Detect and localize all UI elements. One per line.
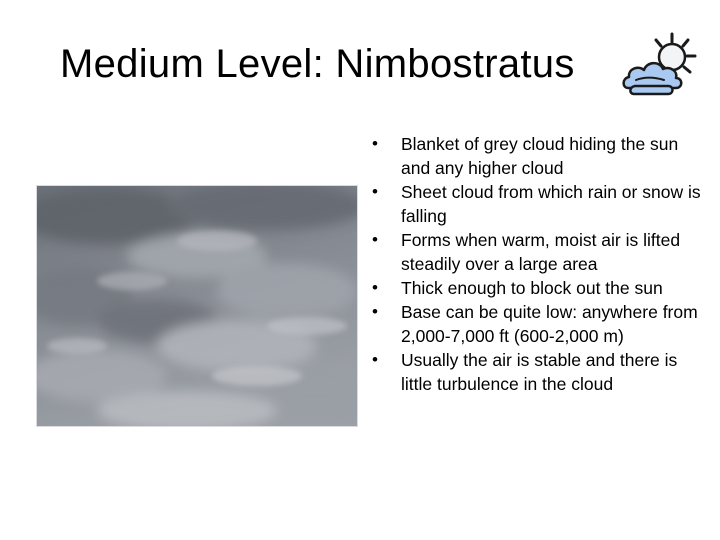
- sun-behind-cloud-icon: [620, 30, 700, 102]
- nimbostratus-cloud-photo: [36, 185, 358, 427]
- bullet-item: • Thick enough to block out the sun: [372, 276, 702, 300]
- bullet-list: [372, 132, 702, 396]
- bullet-item: • Base can be quite low: anywhere from 2,000-7,000 ft (600-2,000 m): [372, 300, 702, 348]
- slide-title: Medium Level: Nimbostratus: [60, 42, 575, 86]
- bullet-item: • Blanket of grey cloud hiding the sun and any higher cloud: [372, 132, 702, 180]
- bullet-item: • Usually the air is stable and there is little turbulence in the cloud: [372, 348, 702, 396]
- bullet-item: • Forms when warm, moist air is lifted steadily over a large area: [372, 228, 702, 276]
- bullet-item: • Sheet cloud from which rain or snow is falling: [372, 180, 702, 228]
